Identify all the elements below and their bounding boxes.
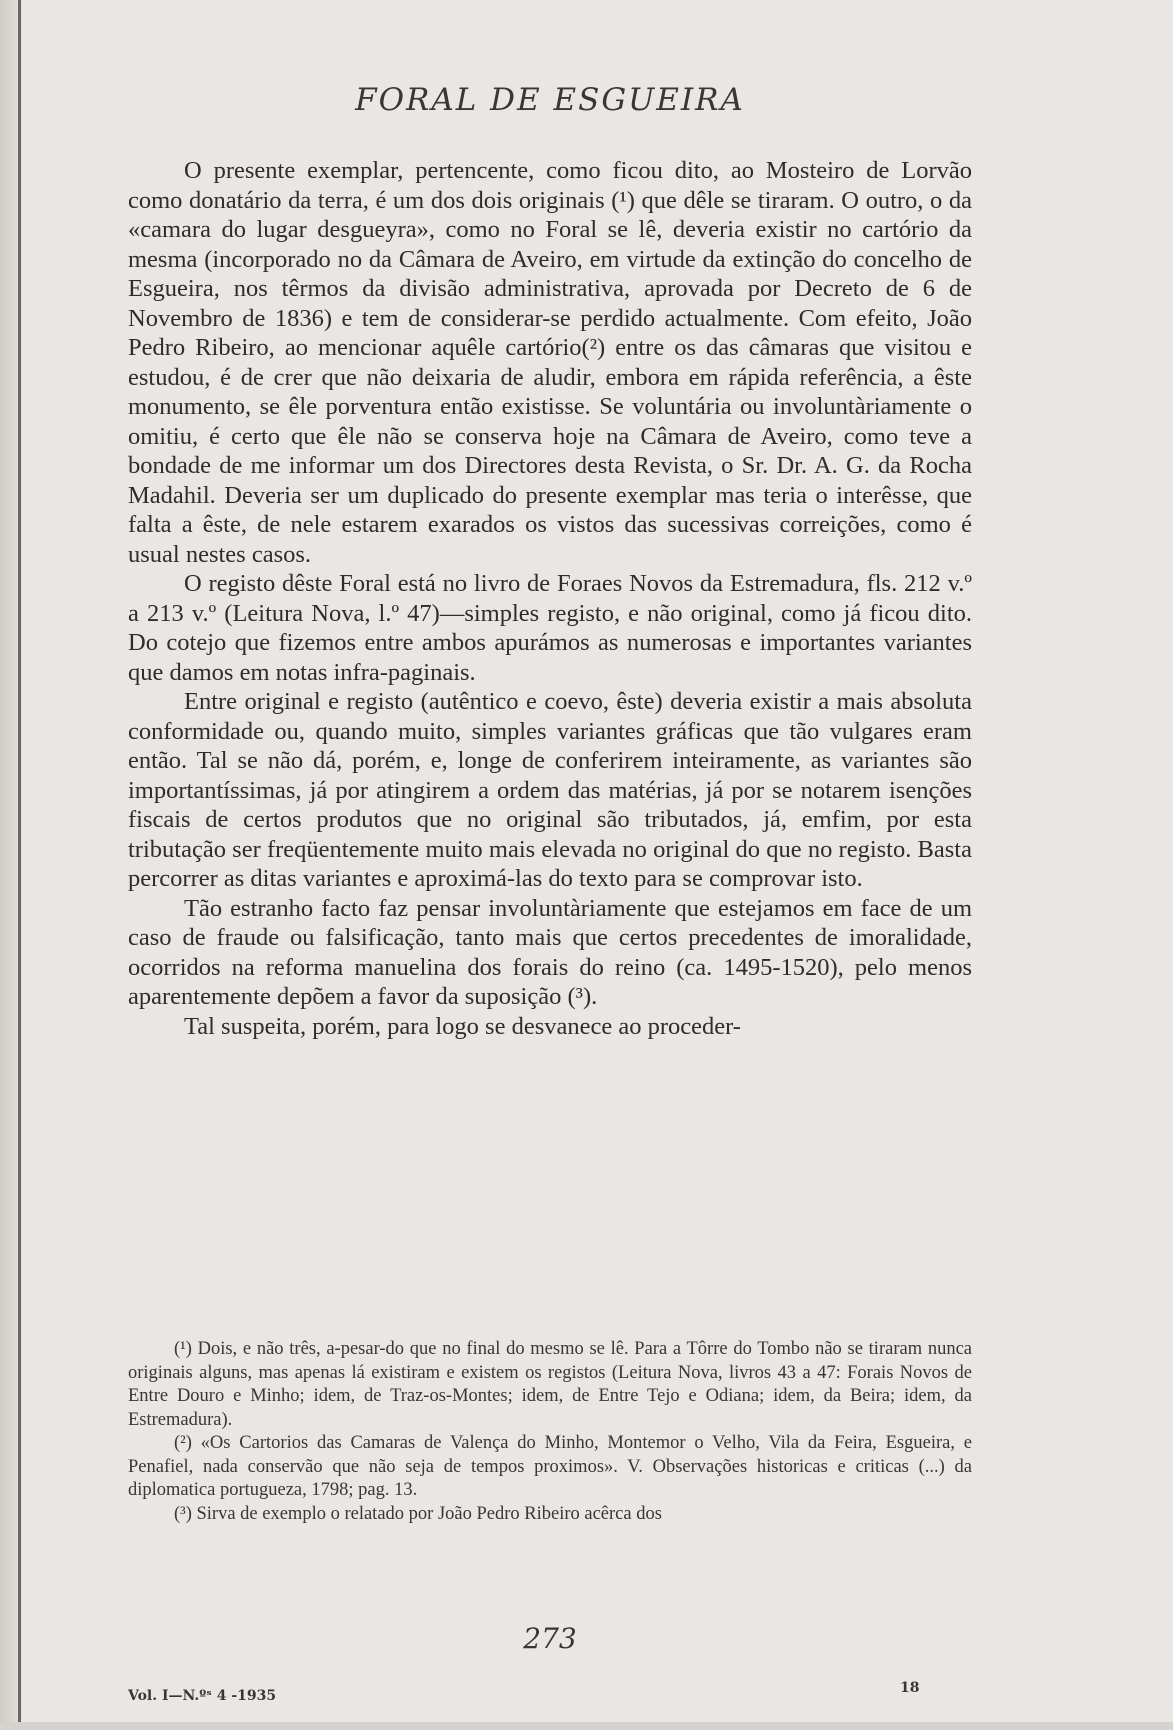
- paragraph-4: Tão estranho facto faz pensar involuntàriamente que estejamos em face de um caso de fraude ou falsificação, tanto mais que certos precedentes de imoralidade, ocorridos na reforma manuelina dos forais do reino (ca. 1495-1520), pelo menos aparentemente depõem a favor da suposição (³).: [128, 894, 972, 1010]
- footnotes: [128, 1338, 972, 1526]
- sheet-signature: 18: [900, 1680, 920, 1696]
- footnote-3: (³) Sirva de exemplo o relatado por João Pedro Ribeiro acêrca dos: [174, 1503, 662, 1524]
- paragraph-5: Tal suspeita, porém, para logo se desvanece ao proceder-: [184, 1012, 741, 1040]
- footnote-1: (¹) Dois, e não três, a-pesar-do que no final do mesmo se lê. Para a Tôrre do Tombo não se tiraram nunca originais alguns, mas apenas lá existiram e existem os registos (Leitura Nova, livros 43 a 47: Forais Novos de Entre Douro e Minho; idem, de Traz-os-Montes; idem, de Entre Tejo e Odiana; idem, da Beira; idem, da Estremadura).: [128, 1339, 972, 1430]
- page-title: FORAL DE ESGUEIRA: [355, 82, 745, 118]
- page-binding-shadow: [18, 0, 21, 1730]
- paragraph-2: O registo dêste Foral está no livro de Foraes Novos da Estremadura, fls. 212 v.º a 213 v.º (Leitura Nova, l.º 47)—simples registo, e não original, como já ficou dito. Do cotejo que fizemos entre ambos apurámos as numerosas e importantes variantes que damos em notas infra-paginais.: [128, 570, 972, 686]
- paragraph-1: O presente exemplar, pertencente, como ficou dito, ao Mosteiro de Lorvão como donatário da terra, é um dos dois originais (¹) que dêle se tiraram. O outro, o da «camara do lugar desgueyra», como no Foral se lê, deveria existir no cartório da mesma (incorporado no da Câmara de Aveiro, em virtude da extinção do concelho de Esgueira, nos têrmos da divisão administrativa, aprovada por Decreto de 6 de Novembro de 1836) e tem de considerar-se perdido actualmente. Com efeito, João Pedro Ribeiro, ao mencionar aquêle cartório(²) entre os das câmaras que visitou e estudou, é de crer que não deixaria de aludir, embora em rápida referência, a êste monumento, se êle porventura então existisse. Se voluntária ou involuntàriamente o omitiu, é certo que êle não se conserva hoje na Câmara de Aveiro, como teve a bondade de me informar um dos Directores desta Revista, o Sr. Dr. A. G. da Rocha Madahil. Deveria ser um duplicado do presente exemplar mas teria o interêsse, que falta a êste, de nele estarem exarados os vistos das sucessivas correições, como é usual nestes casos.: [128, 157, 972, 568]
- footnote-2: (²) «Os Cartorios das Camaras de Valença do Minho, Montemor o Velho, Vila da Feira, Esgueira, e Penafiel, nada conservão que não seja de tempos proximos». V. Observações historicas e criticas (...) da diplomatica portugueza, 1798; pag. 13.: [128, 1433, 972, 1500]
- page-bottom-edge: [0, 1722, 1173, 1730]
- main-text: [128, 156, 972, 1041]
- volume-line: Vol. I—N.ºˢ 4 -1935: [128, 1688, 277, 1704]
- page-number: 273: [523, 1622, 577, 1655]
- paragraph-3: Entre original e registo (autêntico e coevo, êste) deveria existir a mais absoluta conformidade ou, quando muito, simples variantes gráficas que tão vulgares eram então. Tal se não dá, porém, e, longe de conferirem inteiramente, as variantes são importantíssimas, já por atingirem a ordem das matérias, já por se notarem isenções fiscais de certos produtos que no original são tributados, já, emfim, por esta tributação ser freqüentemente muito mais elevada no original do que no registo. Basta percorrer as ditas variantes e aproximá-las do texto para se comprovar isto.: [128, 688, 972, 892]
